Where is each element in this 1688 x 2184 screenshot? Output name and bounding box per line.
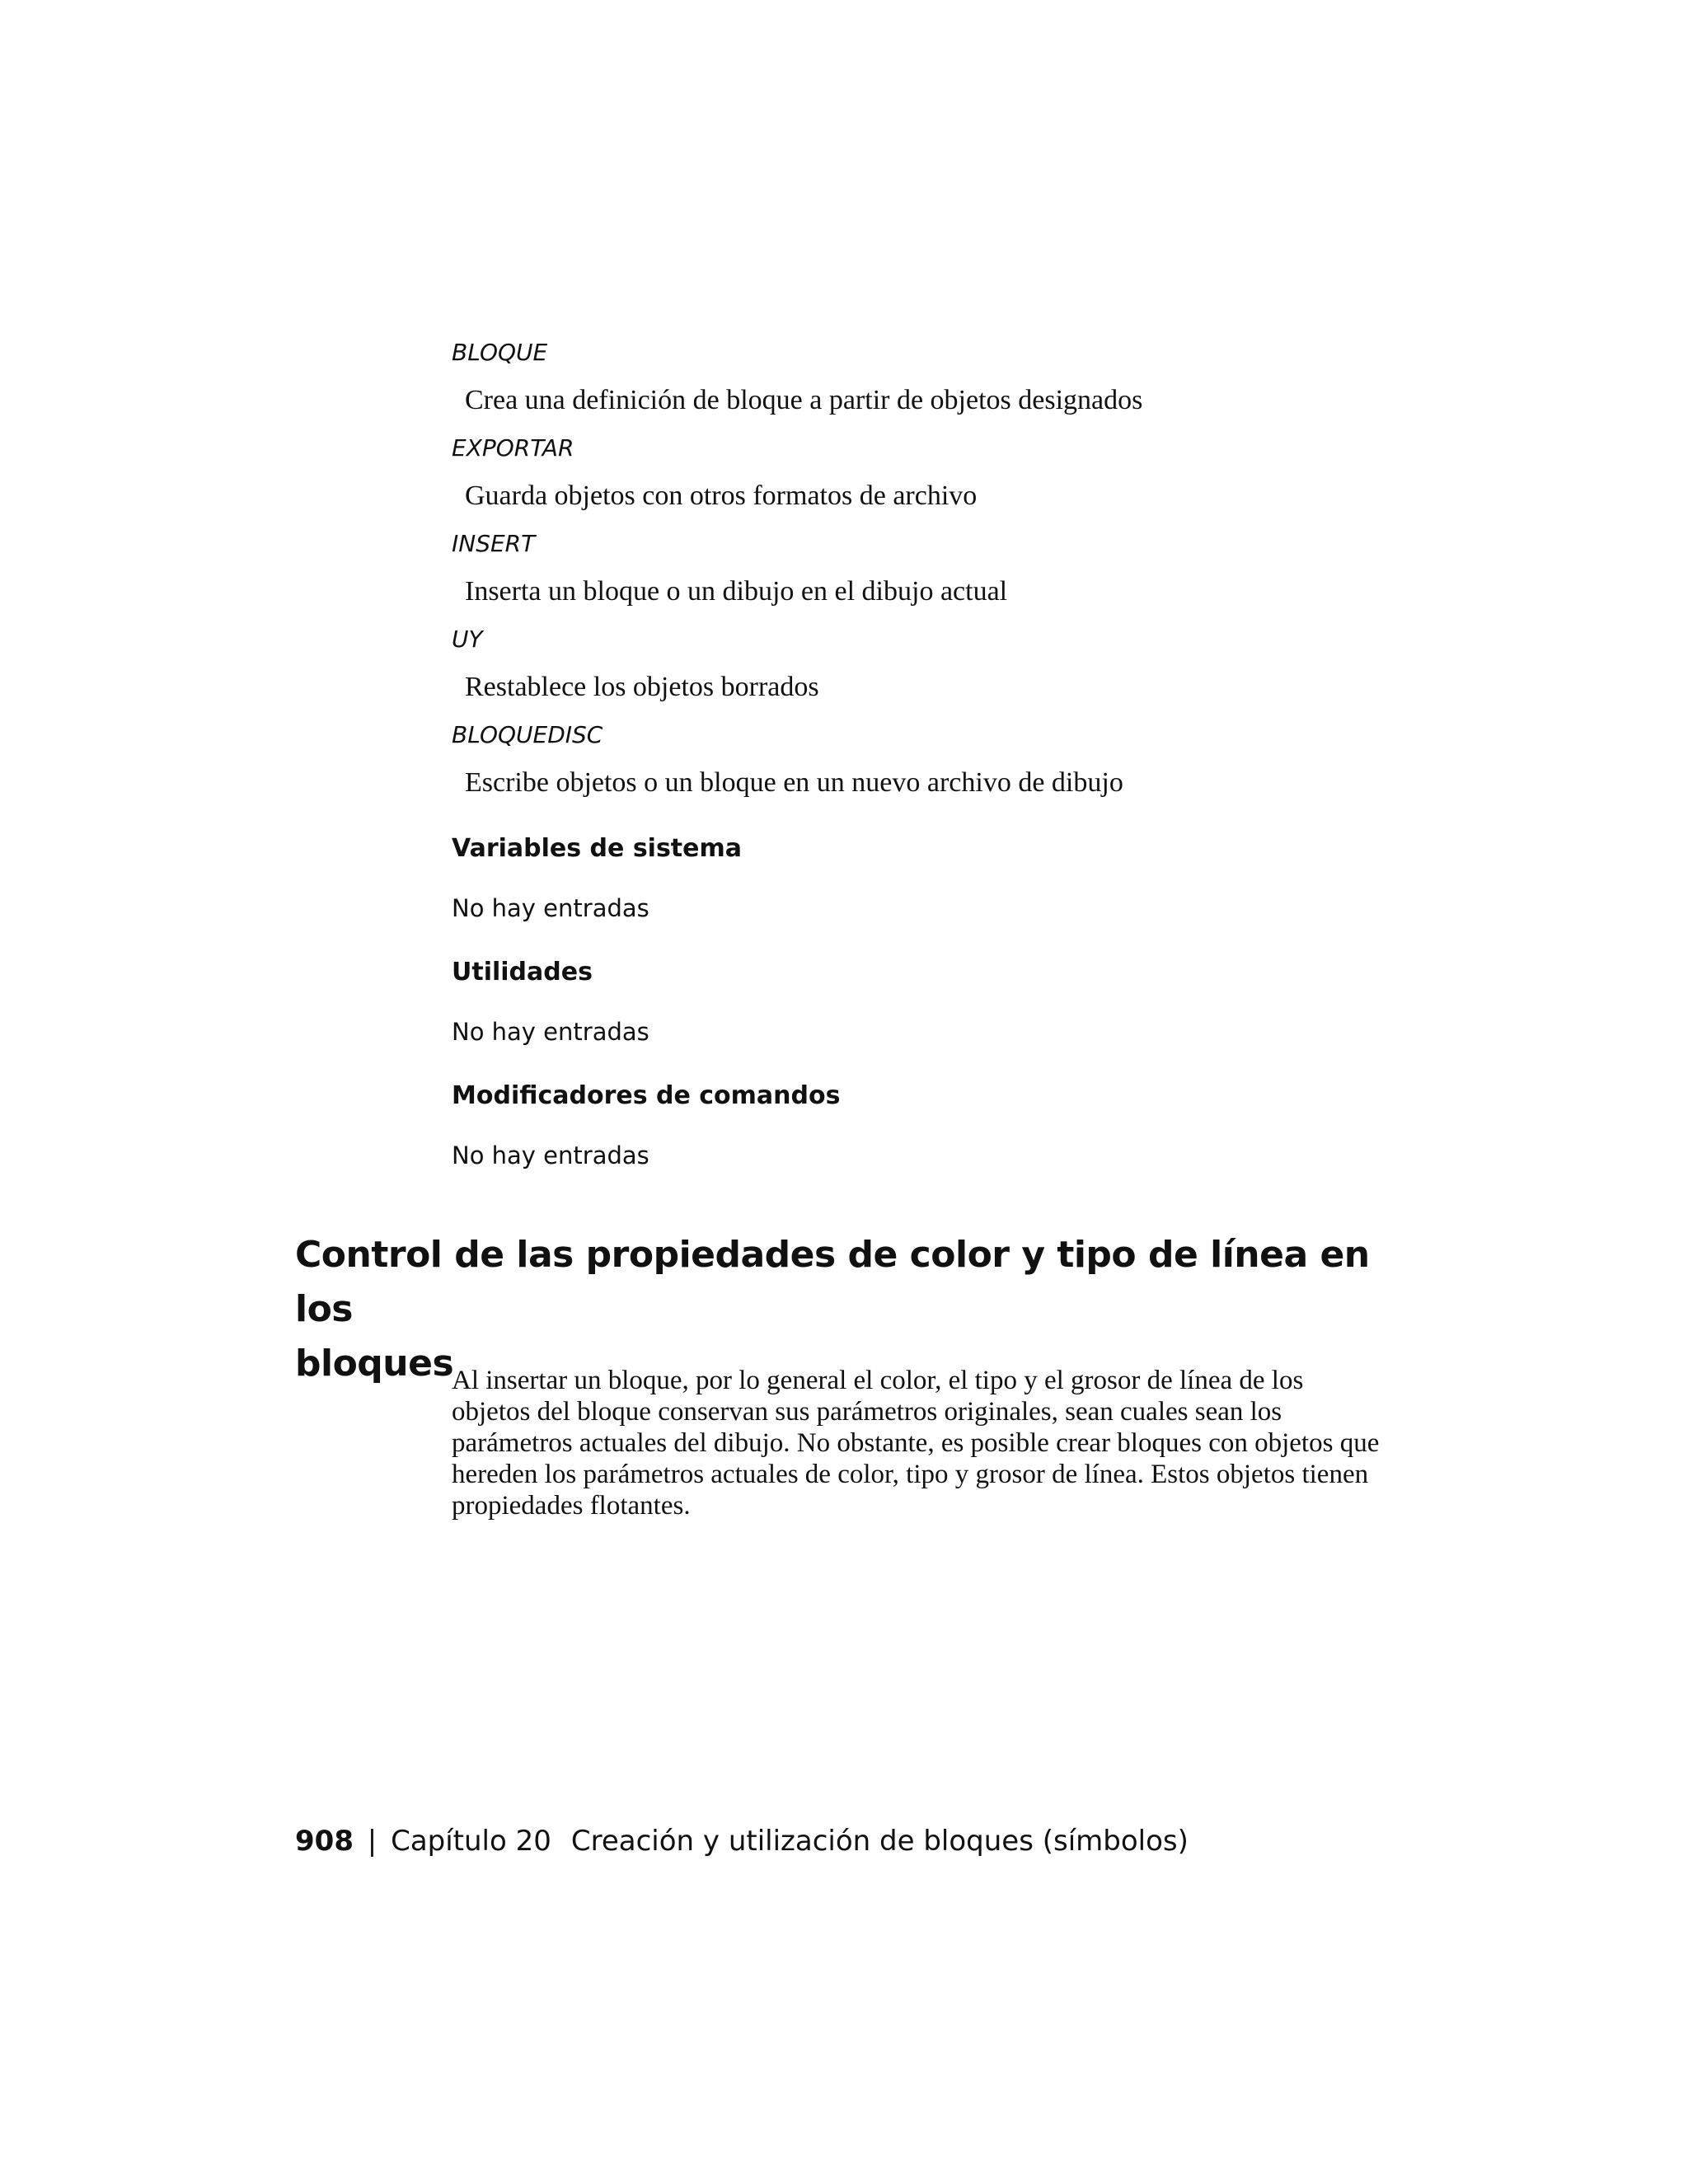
command-description: Inserta un bloque o un dibujo en el dibujo actual bbox=[465, 576, 1008, 607]
utilities-text: No hay entradas bbox=[452, 1018, 649, 1046]
command-description: Guarda objetos con otros formatos de archivo bbox=[465, 480, 978, 511]
system-variables-heading: Variables de sistema bbox=[452, 834, 743, 863]
command-name: EXPORTAR bbox=[452, 434, 574, 462]
page-footer bbox=[295, 1823, 1189, 1859]
command-name: UY bbox=[452, 626, 483, 653]
section-body-paragraph: Al insertar un bloque, por lo general el color, el tipo y el grosor de línea de los objetos del bloque conservan sus parámetros originales, sean cuales sean los parámetros actuales del dibujo. No obstante, es posible crear bloques con objetos que hereden los parámetros actuales de color, tipo y grosor de línea. Estos objetos tienen propiedades flotantes. bbox=[452, 1366, 1380, 1521]
section-title-line-1: Control de las propiedades de color y tipo de línea en los bbox=[295, 1234, 1370, 1330]
page-number: 908 bbox=[295, 1825, 354, 1858]
footer-separator: | bbox=[367, 1825, 377, 1858]
chapter-title: Creación y utilización de bloques (símbolos) bbox=[570, 1825, 1189, 1858]
command-name: BLOQUE bbox=[452, 339, 548, 366]
command-description: Crea una definición de bloque a partir de objetos designados bbox=[465, 385, 1143, 415]
command-description: Escribe objetos o un bloque en un nuevo archivo de dibujo bbox=[465, 767, 1123, 798]
chapter-label: Capítulo 20 bbox=[391, 1825, 551, 1858]
command-modifiers-text: No hay entradas bbox=[452, 1141, 649, 1169]
related-commands-list bbox=[452, 336, 1441, 814]
section-title-line-2: bloques bbox=[295, 1343, 454, 1385]
command-name: BLOQUEDISC bbox=[452, 721, 603, 748]
command-name: INSERT bbox=[452, 530, 536, 557]
command-modifiers-heading: Modificadores de comandos bbox=[452, 1081, 841, 1110]
utilities-heading: Utilidades bbox=[452, 958, 593, 987]
system-variables-text: No hay entradas bbox=[452, 894, 649, 922]
command-description: Restablece los objetos borrados bbox=[465, 672, 819, 702]
